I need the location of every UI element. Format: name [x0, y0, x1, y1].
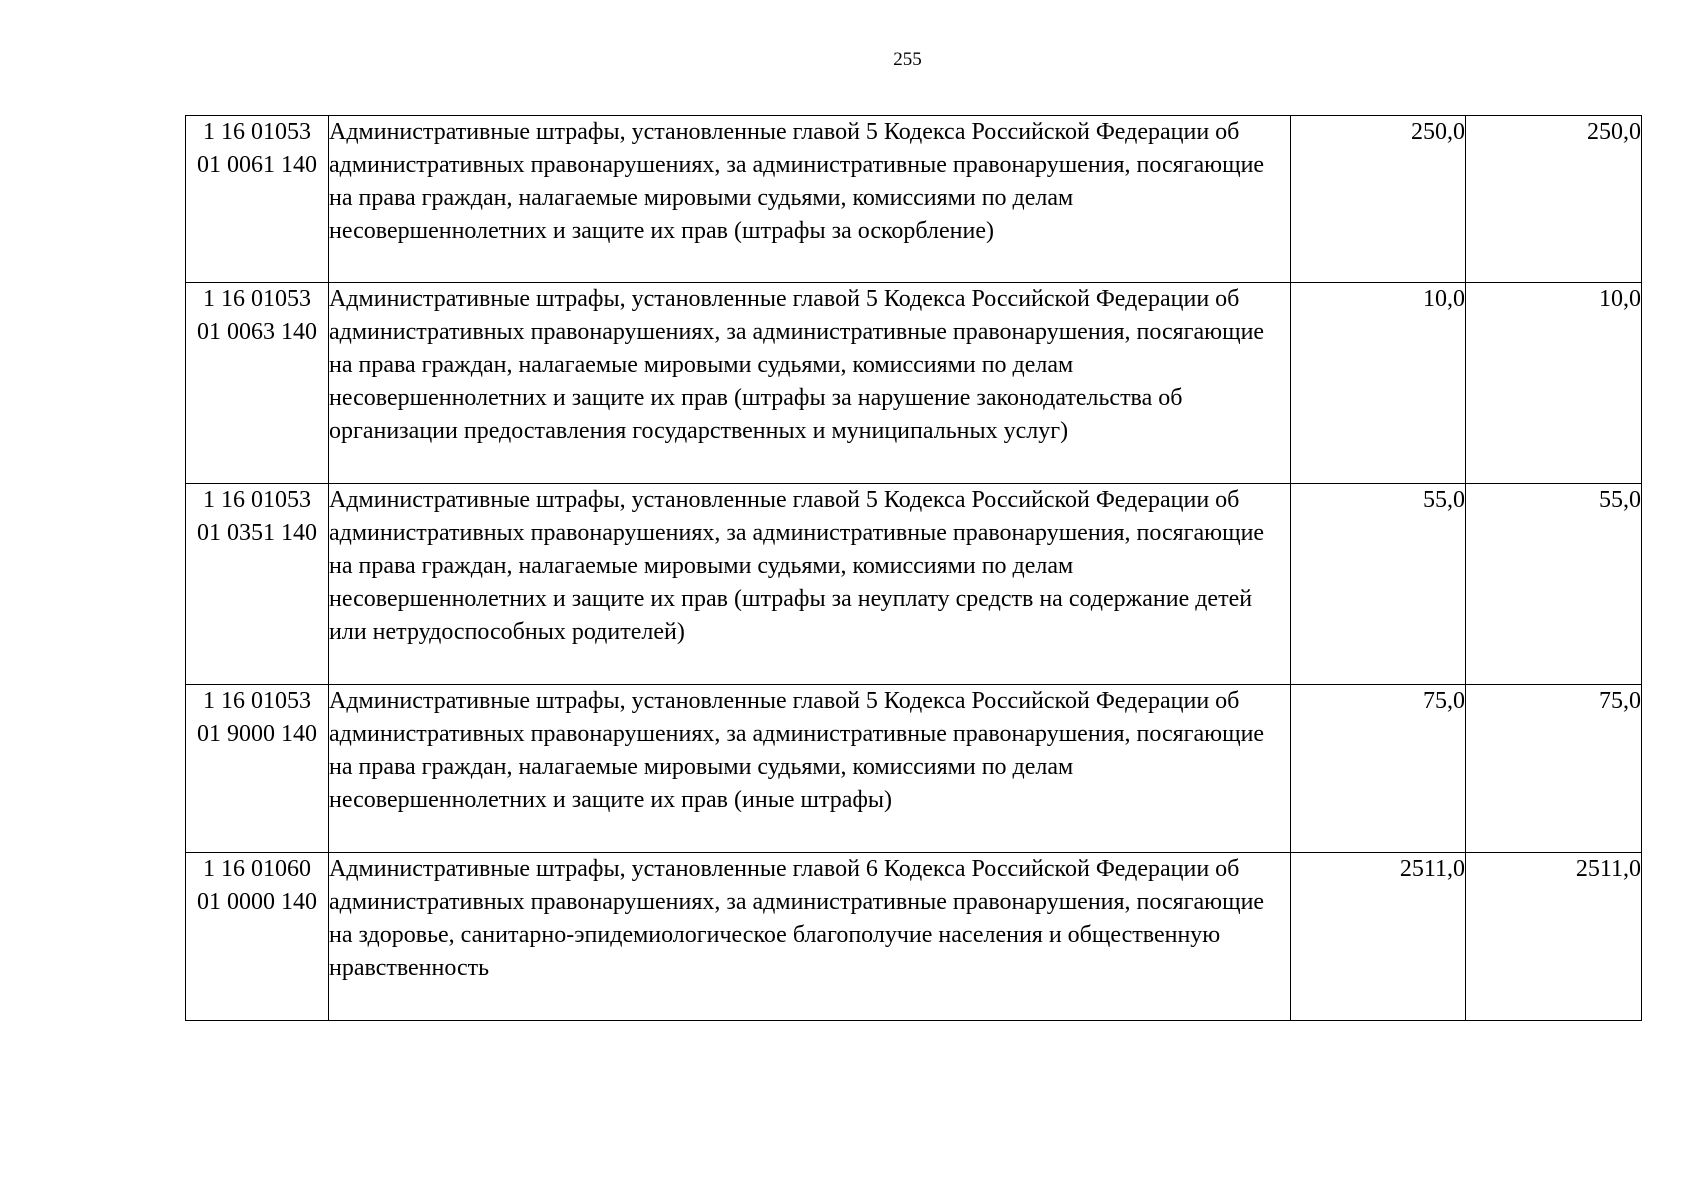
amount-cell-1: 10,0 — [1291, 283, 1466, 484]
table-row — [186, 116, 1642, 283]
amount-cell-2: 10,0 — [1466, 283, 1642, 484]
description-cell: Административные штрафы, установленные главой 5 Кодекса Российской Федерации об административных правонарушениях, за административные правонарушения, посягающие на права граждан, налагаемые мировыми судьями, комиссиями по делам несовершеннолетних и защите их прав (иные штрафы) — [329, 685, 1291, 853]
table-row — [186, 853, 1642, 1021]
budget-code-cell — [186, 116, 329, 283]
table-row — [186, 283, 1642, 484]
budget-code-line: 01 9000 140 — [197, 721, 317, 747]
budget-code-cell — [186, 283, 329, 484]
budget-code-line: 01 0000 140 — [197, 889, 317, 915]
amount-cell-2: 2511,0 — [1466, 853, 1642, 1021]
description-cell: Административные штрафы, установленные главой 5 Кодекса Российской Федерации об административных правонарушениях, за административные правонарушения, посягающие на права граждан, налагаемые мировыми судьями, комиссиями по делам несовершеннолетних и защите их прав (штрафы за нарушение законодательства об организации предоставления государственных и муниципальных услуг) — [329, 283, 1291, 484]
budget-code-line: 01 0063 140 — [197, 319, 317, 345]
table-row — [186, 685, 1642, 853]
budget-code-line: 1 16 01053 — [203, 286, 311, 312]
budget-code-line: 1 16 01053 — [203, 487, 311, 513]
amount-cell-2: 55,0 — [1466, 484, 1642, 685]
budget-revenue-table — [185, 115, 1642, 1021]
table-row — [186, 484, 1642, 685]
description-cell: Административные штрафы, установленные главой 5 Кодекса Российской Федерации об административных правонарушениях, за административные правонарушения, посягающие на права граждан, налагаемые мировыми судьями, комиссиями по делам несовершеннолетних и защите их прав (штрафы за неуплату средств на содержание детей или нетрудоспособных родителей) — [329, 484, 1291, 685]
budget-code-line: 01 0061 140 — [197, 152, 317, 178]
page-number: 255 — [893, 49, 922, 70]
budget-code-cell — [186, 484, 329, 685]
amount-cell-2: 250,0 — [1466, 116, 1642, 283]
amount-cell-1: 2511,0 — [1291, 853, 1466, 1021]
budget-code-line: 01 0351 140 — [197, 520, 317, 546]
budget-code-cell — [186, 685, 329, 853]
amount-cell-1: 75,0 — [1291, 685, 1466, 853]
amount-cell-2: 75,0 — [1466, 685, 1642, 853]
description-cell: Административные штрафы, установленные главой 6 Кодекса Российской Федерации об административных правонарушениях, за административные правонарушения, посягающие на здоровье, санитарно-эпидемиологическое благополучие населения и общественную нравственность — [329, 853, 1291, 1021]
budget-code-line: 1 16 01053 — [203, 688, 311, 714]
amount-cell-1: 250,0 — [1291, 116, 1466, 283]
amount-cell-1: 55,0 — [1291, 484, 1466, 685]
description-cell: Административные штрафы, установленные главой 5 Кодекса Российской Федерации об административных правонарушениях, за административные правонарушения, посягающие на права граждан, налагаемые мировыми судьями, комиссиями по делам несовершеннолетних и защите их прав (штрафы за оскорбление) — [329, 116, 1291, 283]
budget-code-line: 1 16 01060 — [203, 856, 311, 882]
budget-code-line: 1 16 01053 — [203, 119, 311, 145]
budget-code-cell — [186, 853, 329, 1021]
